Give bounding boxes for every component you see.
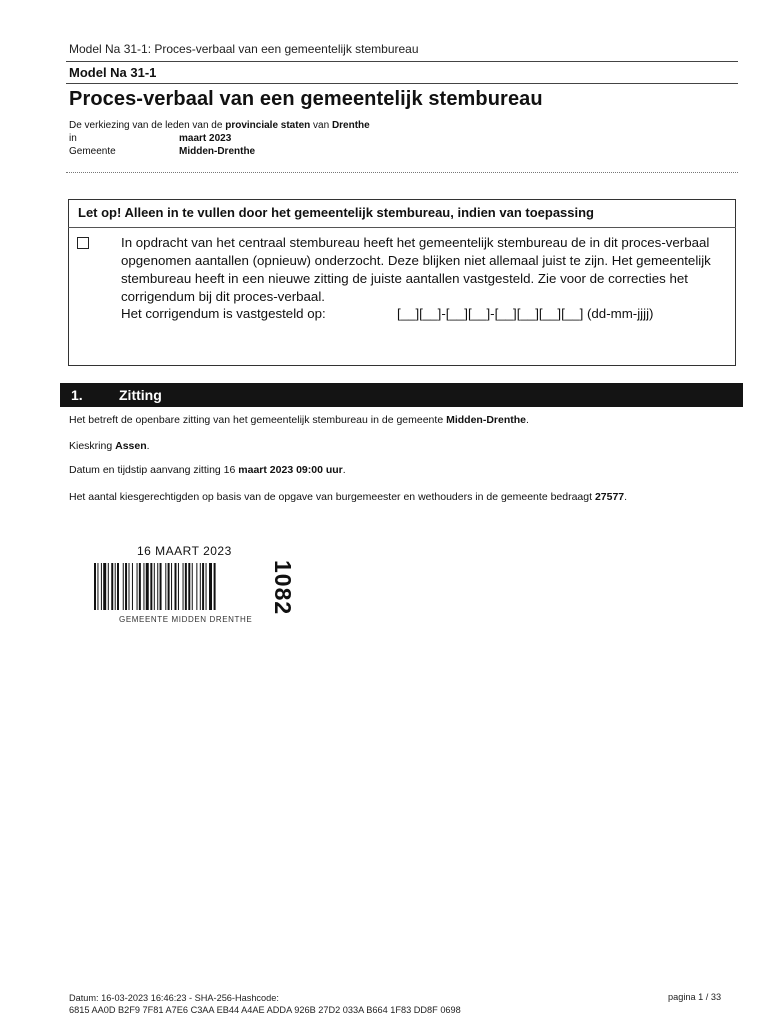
section-title: Zitting (119, 387, 162, 403)
barcode-bar (129, 563, 130, 610)
gemeente-label: Gemeente (69, 146, 116, 157)
election-prefix: De verkiezing van de leden van de (69, 120, 223, 131)
barcode-bar (178, 563, 179, 610)
election-gemeente-row (69, 145, 370, 158)
barcode-bar (206, 563, 207, 610)
barcode-bar (192, 563, 193, 610)
barcode-bar (143, 563, 144, 610)
voters-value: 27577 (594, 491, 625, 503)
corrigendum-label: Het corrigendum is vastgesteld op: (121, 306, 326, 321)
barcode-bar (183, 563, 184, 610)
barcode-bar (146, 563, 149, 610)
page-title: Proces-verbaal van een gemeentelijk stembureau (69, 88, 543, 110)
footer-hash-line: 6815 AA0D B2F9 7F81 A7E6 C3AA EB44 A4AE ADDA 926B 27D2 033A B664 1F83 DD8F 0698 (69, 1005, 461, 1015)
session-gemeente: Midden-Drenthe (446, 414, 526, 426)
kieskring-label: Kieskring (69, 440, 113, 452)
election-line (69, 119, 370, 132)
section-header (60, 383, 743, 407)
stamp-organisation: GEMEENTE MIDDEN DRENTHE (119, 615, 253, 624)
barcode-bar (175, 563, 177, 610)
barcode-bar (117, 563, 119, 610)
barcode-bar (94, 563, 96, 610)
in-label: in (69, 133, 77, 144)
voters-paragraph: Het aantal kiesgerechtigden op basis van de opgave van burgemeester en wethouders in de gemeente bedraagt 27577. (69, 491, 628, 503)
header-rule (66, 61, 738, 62)
barcode-bar (168, 563, 170, 610)
barcode-bar (101, 563, 102, 610)
barcode-bar (123, 563, 124, 610)
warning-title: Let op! Alleen in te vullen door het gemeentelijk stembureau, indien van toepassing (78, 205, 595, 220)
barcode-bar (188, 563, 190, 610)
election-info (69, 119, 370, 158)
barcode-bar (165, 563, 166, 610)
correction-checkbox[interactable] (77, 237, 89, 249)
barcode-bar (154, 563, 155, 610)
warning-text: In opdracht van het centraal stembureau heeft het gemeentelijk stembureau de in dit proces-verbaal opgenomen aantallen (opnieuw) onderzocht. Deze blijken niet allemaal juist te zijn. Het gemeentelijk stembureau heeft in een nieuwe zitting de juiste aantallen vastgesteld. Zie voor de correcties het corrigendum bij dit proces-verbaal. (121, 235, 711, 304)
barcode-bar (137, 563, 138, 610)
start-time-label: Datum en tijdstip aanvang zitting 16 (69, 464, 236, 476)
gemeente-value: Midden-Drenthe (179, 146, 256, 157)
barcode-bar (202, 563, 204, 610)
warning-divider (68, 227, 736, 228)
barcode-bar (103, 563, 106, 610)
dotted-divider (66, 172, 738, 173)
footer-date-line: Datum: 16-03-2023 16:46:23 - SHA-256-Hashcode: (69, 993, 279, 1003)
election-van: van (313, 120, 330, 131)
barcode-bar (171, 563, 172, 610)
barcode-bar (139, 563, 141, 610)
model-label: Model Na 31-1 (69, 65, 157, 80)
barcode-bar (150, 563, 152, 610)
start-time-value: maart 2023 09:00 uur (238, 464, 343, 476)
stamp-date: 16 MAART 2023 (137, 544, 232, 558)
start-time-paragraph: Datum en tijdstip aanvang zitting 16 maart 2023 09:00 uur. (69, 464, 346, 476)
footer-hash (69, 992, 461, 1016)
barcode-bar (108, 563, 109, 610)
section-number: 1. (71, 387, 83, 403)
barcode-bar (157, 563, 158, 610)
barcode-bar (115, 563, 116, 610)
barcode-bar (209, 563, 212, 610)
running-title: Model Na 31-1: Proces-verbaal van een gemeentelijk stembureau (69, 42, 419, 56)
barcode-bar (214, 563, 216, 610)
election-body: provinciale staten (225, 120, 311, 131)
kieskring-paragraph: Kieskring Assen. (69, 440, 150, 452)
barcode-bar (97, 563, 98, 610)
barcode-bar (200, 563, 201, 610)
election-in-row (69, 132, 370, 145)
barcode-bar (185, 563, 187, 610)
session-paragraph: Het betreft de openbare zitting van het gemeentelijk stembureau in de gemeente Midden-Drenthe. (69, 414, 529, 426)
barcode (94, 563, 266, 610)
election-place: Drenthe (331, 120, 370, 131)
session-text: Het betreft de openbare zitting van het gemeentelijk stembureau in de gemeente (69, 414, 444, 426)
barcode-bar (132, 563, 133, 610)
barcode-bar (160, 563, 162, 610)
kieskring-value: Assen (115, 440, 147, 452)
barcode-bar (111, 563, 113, 610)
barcode-bar (196, 563, 197, 610)
barcode-bar (125, 563, 127, 610)
in-value: maart 2023 (179, 133, 232, 144)
title-rule (66, 83, 738, 84)
corrigendum-date-field[interactable]: [__][__]-[__][__]-[__][__][__][__] (dd-mm-jjjj) (397, 306, 654, 321)
page-number: pagina 1 / 33 (668, 992, 722, 1002)
voters-label: Het aantal kiesgerechtigden op basis van de opgave van burgemeester en wethouders in de gemeente bedraagt (69, 491, 593, 503)
stamp-number: 1082 (270, 560, 296, 616)
